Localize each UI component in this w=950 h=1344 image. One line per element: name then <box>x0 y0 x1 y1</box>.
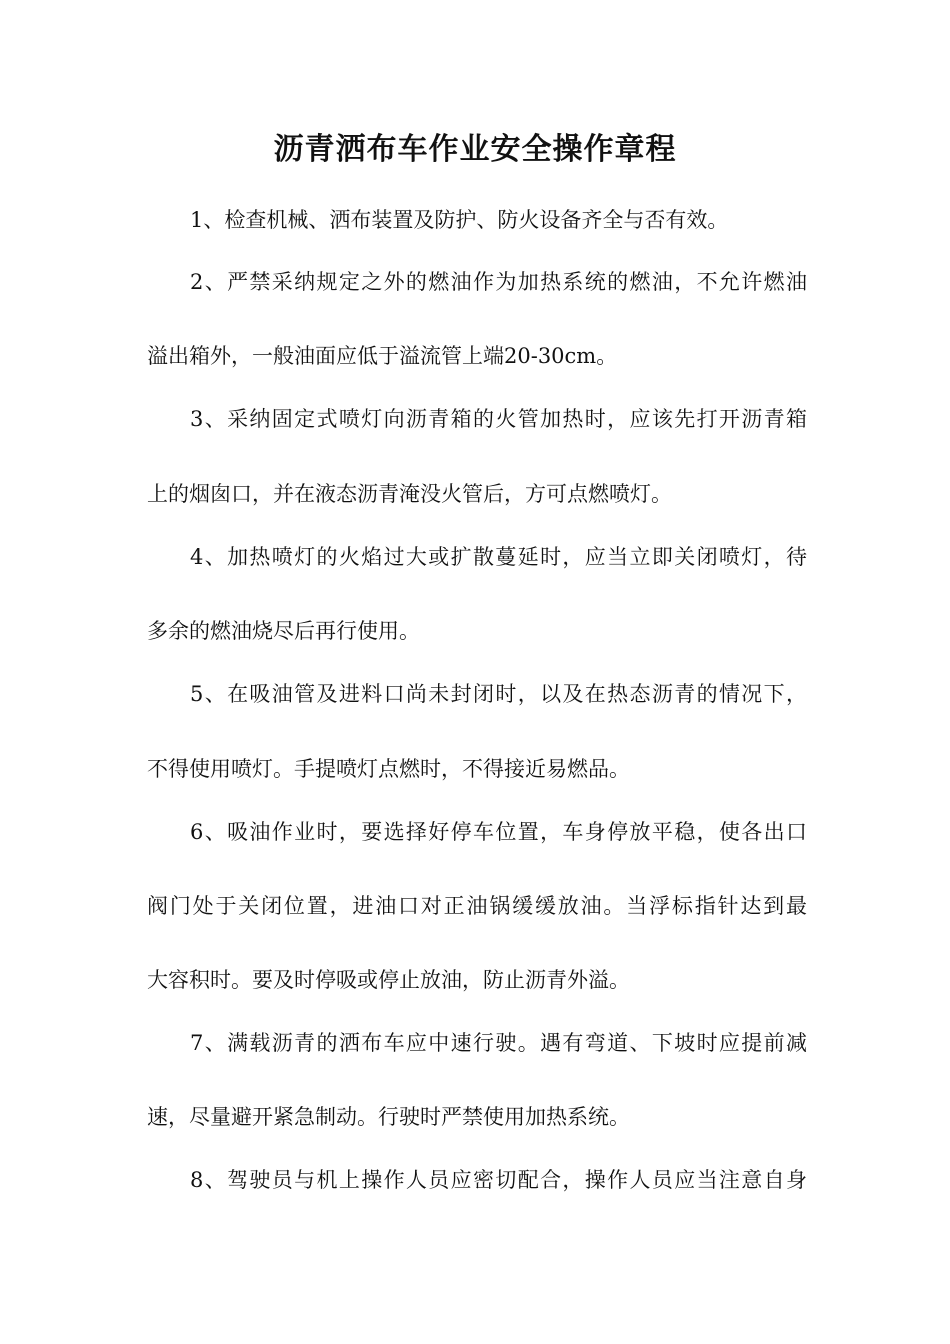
paragraph-8-line-1: 8、驾驶员与机上操作人员应密切配合，操作人员应当注意自身 <box>190 1168 807 1192</box>
paragraph-7-line-2: 速，尽量避开紧急制动。行驶时严禁使用加热系统。 <box>147 1105 630 1129</box>
paragraph-2-line-1: 2、严禁采纳规定之外的燃油作为加热系统的燃油，不允许燃油 <box>190 270 807 294</box>
paragraph-4-line-2: 多余的燃油烧尽后再行使用。 <box>147 619 420 643</box>
paragraph-5-line-2: 不得使用喷灯。手提喷灯点燃时，不得接近易燃品。 <box>147 757 630 781</box>
paragraph-3-line-2: 上的烟囱口，并在液态沥青淹没火管后，方可点燃喷灯。 <box>147 482 672 506</box>
paragraph-6-line-2: 阀门处于关闭位置，进油口对正油锅缓缓放油。当浮标指针达到最 <box>147 894 807 918</box>
paragraph-3-line-1: 3、采纳固定式喷灯向沥青箱的火管加热时，应该先打开沥青箱 <box>190 407 807 431</box>
paragraph-7-line-1: 7、满载沥青的洒布车应中速行驶。遇有弯道、下坡时应提前减 <box>190 1031 807 1055</box>
paragraph-2-line-2: 溢出箱外，一般油面应低于溢流管上端20-30cm。 <box>147 344 618 368</box>
paragraph-6-line-3: 大容积时。要及时停吸或停止放油，防止沥青外溢。 <box>147 968 630 992</box>
paragraph-1-line-1: 1、检查机械、洒布装置及防护、防火设备齐全与否有效。 <box>190 208 729 232</box>
paragraph-5-line-1: 5、在吸油管及进料口尚未封闭时，以及在热态沥青的情况下， <box>190 682 807 706</box>
document-title: 沥青洒布车作业安全操作章程 <box>273 132 677 167</box>
paragraph-6-line-1: 6、吸油作业时，要选择好停车位置，车身停放平稳，使各出口 <box>190 820 807 844</box>
paragraph-4-line-1: 4、加热喷灯的火焰过大或扩散蔓延时，应当立即关闭喷灯，待 <box>190 545 807 569</box>
